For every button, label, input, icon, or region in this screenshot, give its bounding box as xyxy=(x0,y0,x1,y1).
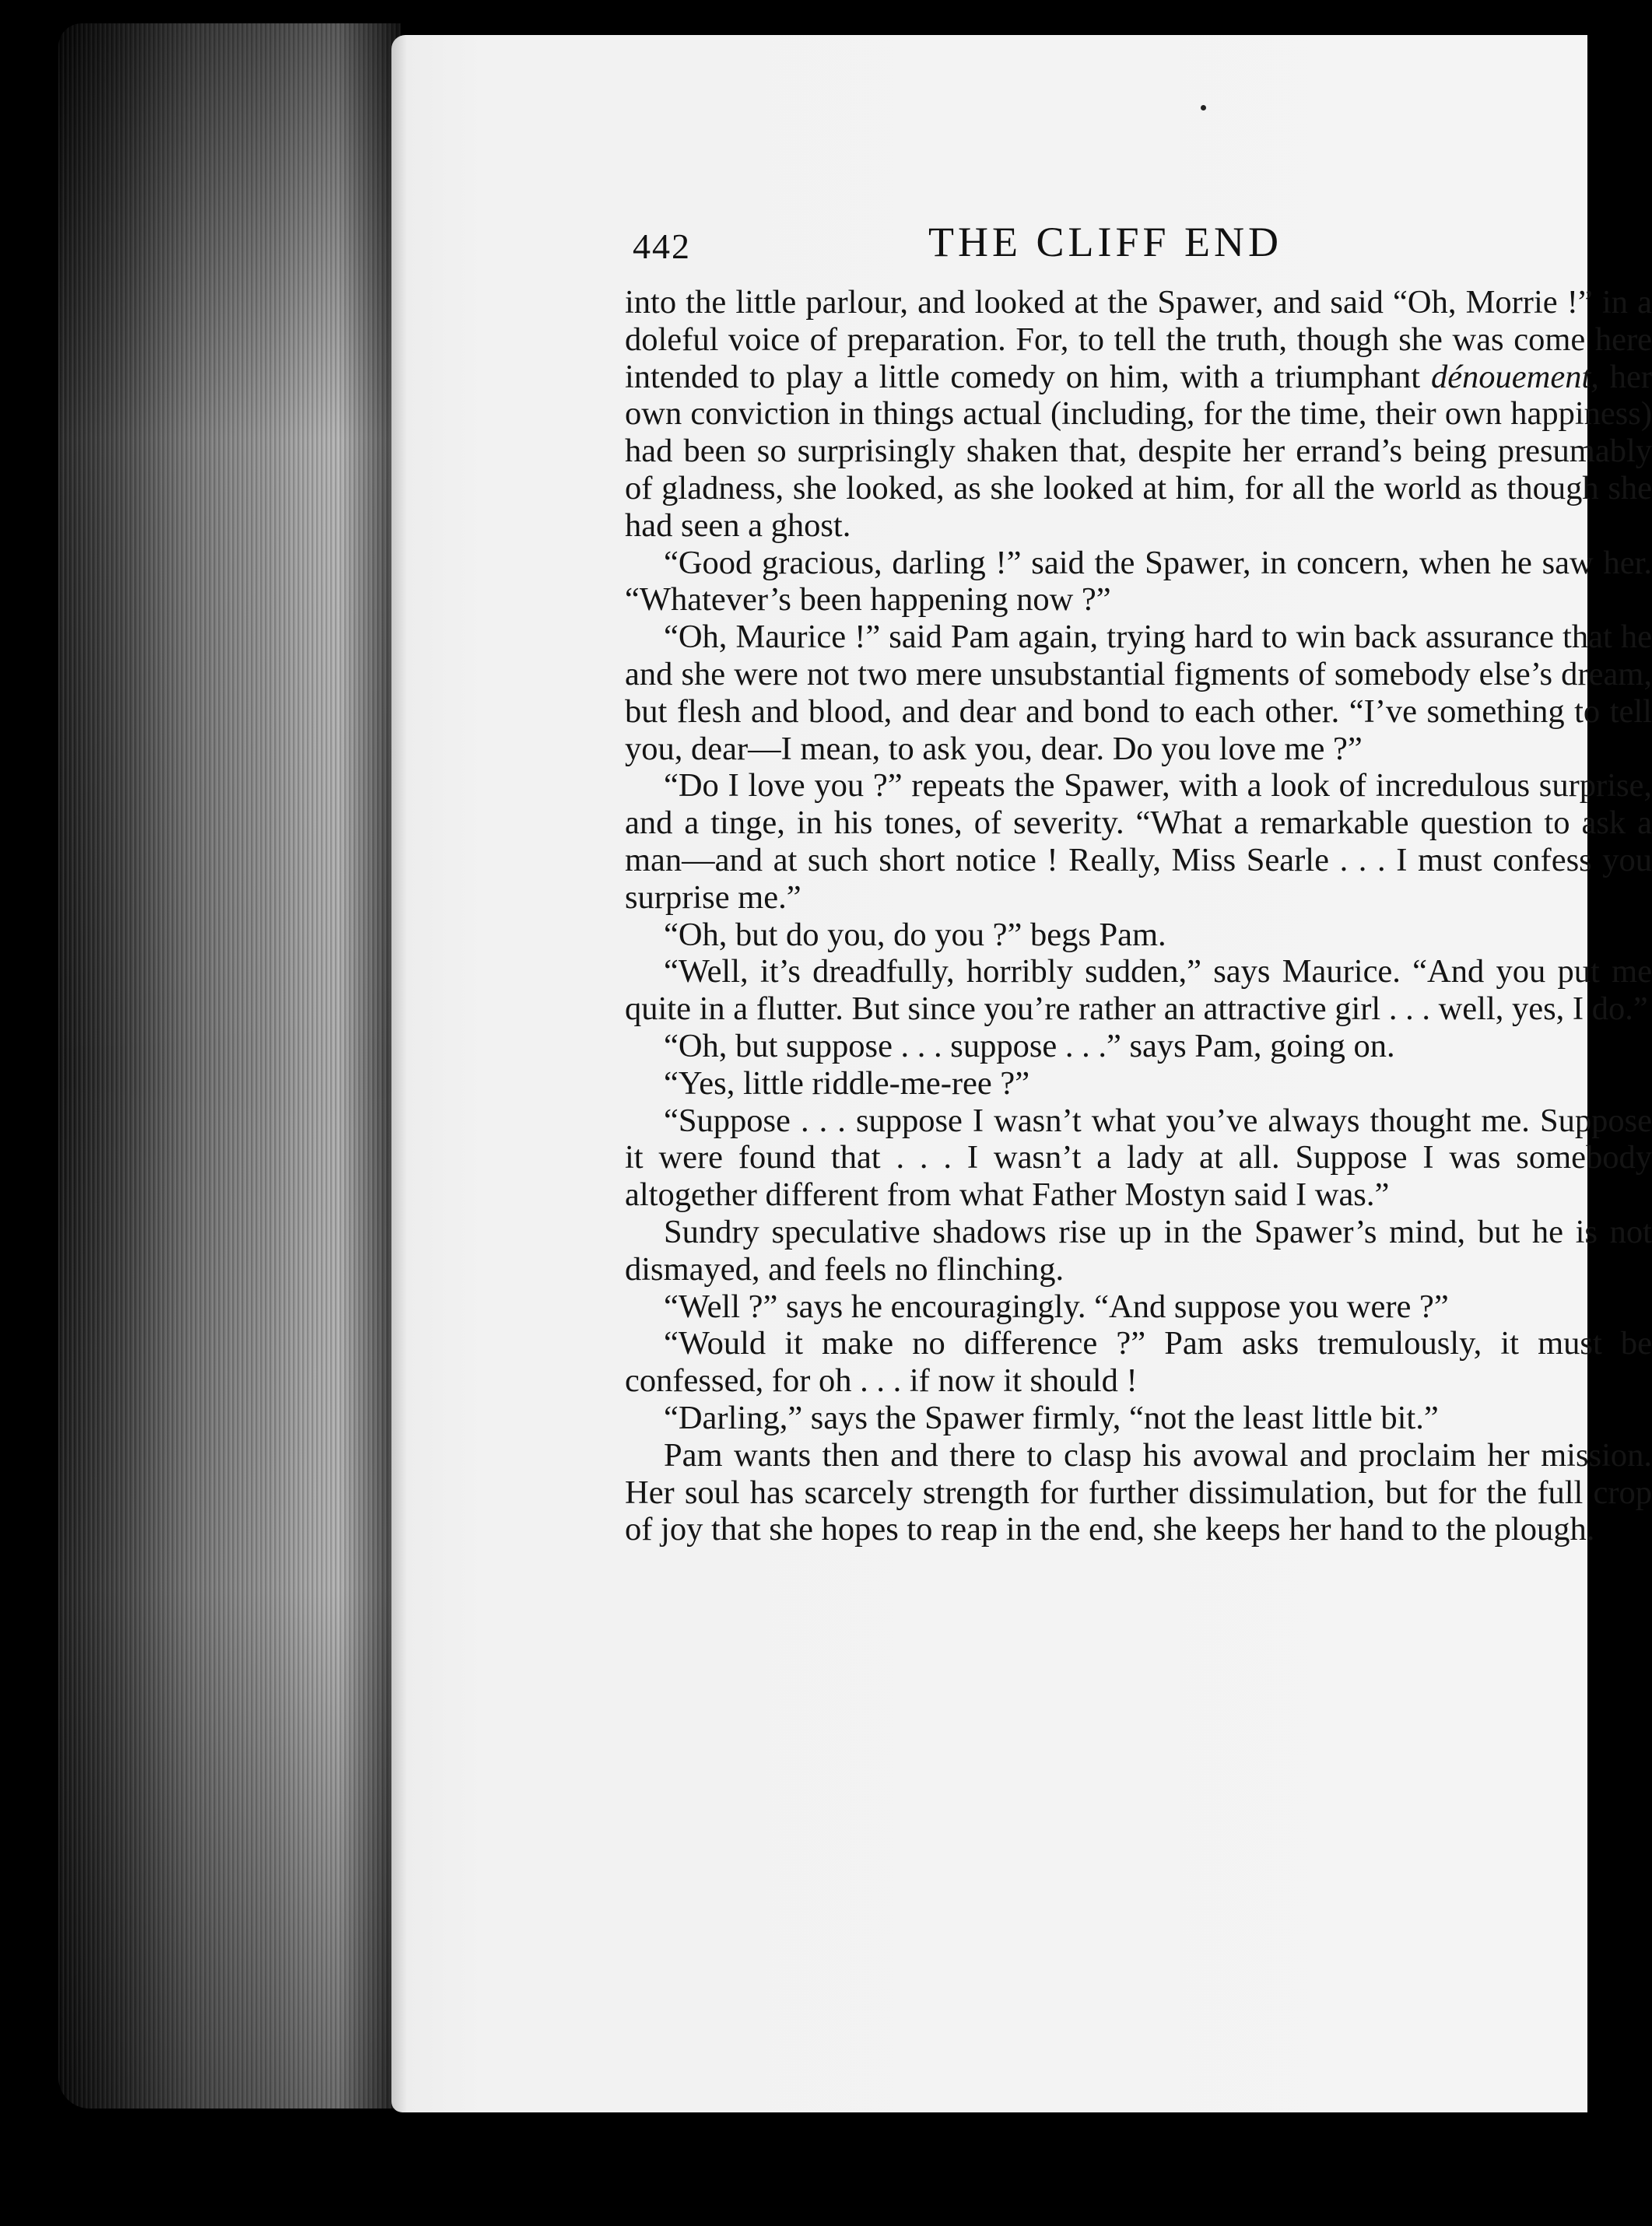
paragraph: “Would it make no difference ?” Pam asks tremulously, it must be confessed, for oh . . . if now it should ! xyxy=(625,1325,1652,1400)
page-number: 442 xyxy=(633,226,691,266)
running-title: THE CLIFF END xyxy=(928,219,1282,265)
paragraph: “Oh, but do you, do you ?” begs Pam. xyxy=(664,916,1166,953)
paragraph: Sundry speculative shadows rise up in the Spawer’s mind, but he is not dismayed, and feels no flinching. xyxy=(625,1213,1652,1288)
ink-speck xyxy=(1201,105,1206,110)
body-text xyxy=(625,284,1652,1548)
paragraph: into the little parlour, and looked at the Spawer, and said “Oh, Morrie !” in a doleful voice of preparation. For, to tell the truth, though she was come here intended to play a little comedy on him, with a triumphant dénouement, her own conviction in things actual (including, for the time, their own happiness) had been so surprisingly shaken that, despite her errand’s being presumably of gladness, she looked, as she looked at him, for all the world as though she had seen a ghost. xyxy=(625,284,1652,544)
paragraph: “Good gracious, darling !” said the Spawer, in concern, when he saw her. “Whatever’s been happening now ?” xyxy=(625,544,1652,619)
paragraph: “Oh, Maurice !” said Pam again, trying hard to win back assurance that he and she were not two mere unsubstantial figments of somebody else’s dream, but flesh and blood, and dear and bond to each other. “I’ve something to tell you, dear—I mean, to ask you, dear. Do you love me ?” xyxy=(625,619,1652,767)
paragraph: “Oh, but suppose . . . suppose . . .” says Pam, going on. xyxy=(664,1027,1395,1064)
paragraph: Pam wants then and there to clasp his avowal and proclaim her mission. Her soul has scarcely strength for further dissimulation, but for the full crop of joy that she hopes to reap in the end, she keeps her hand to the plough. xyxy=(625,1436,1652,1548)
book-fore-edge xyxy=(58,23,401,2109)
paragraph: “Well, it’s dreadfully, horribly sudden,” says Maurice. “And you put me quite in a flutter. But since you’re rather an attractive girl . . . well, yes, I do.” xyxy=(625,953,1652,1028)
paragraph: “Darling,” says the Spawer firmly, “not the least little bit.” xyxy=(664,1399,1439,1436)
paragraph: “Suppose . . . suppose I wasn’t what you’ve always thought me. Suppose it were found that . . . I wasn’t a lady at all. Suppose I was somebody altogether different from what Father Mostyn said I was.” xyxy=(625,1102,1652,1214)
paragraph: “Yes, little riddle-me-ree ?” xyxy=(664,1064,1030,1102)
printed-page xyxy=(391,35,1652,2112)
italic-word: dénouement, xyxy=(1430,358,1599,395)
running-head xyxy=(391,210,1587,272)
paragraph: “Well ?” says he encouragingly. “And suppose you were ?” xyxy=(664,1288,1449,1325)
paragraph: “Do I love you ?” repeats the Spawer, with a look of incredulous surprise, and a tinge, in his tones, of severity. “What a remarkable question to ask a man—and at such short notice ! Really, Miss Searle . . . I must confess you surprise me.” xyxy=(625,767,1652,916)
